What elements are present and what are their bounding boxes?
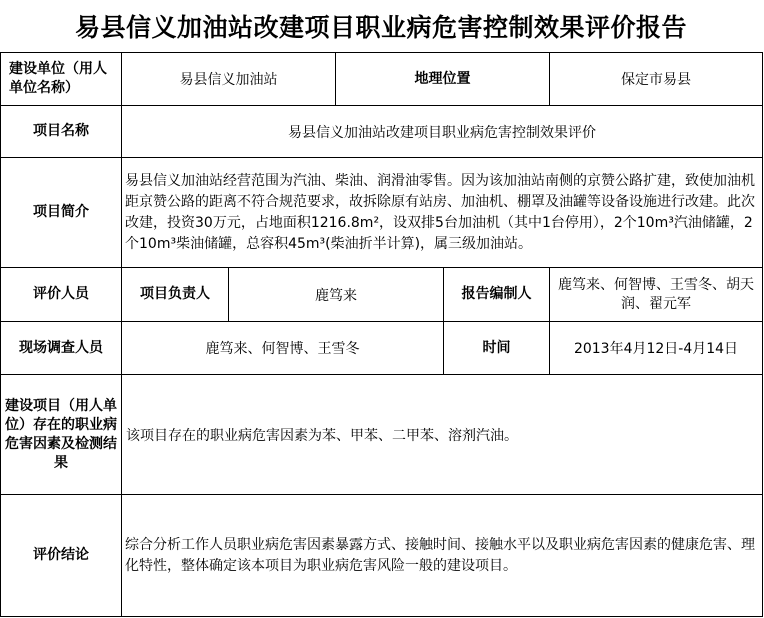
site-survey-label: 现场调查人员: [1, 322, 122, 375]
project-leader-label: 项目负责人: [122, 268, 229, 322]
project-name-value: 易县信义加油站改建项目职业病危害控制效果评价: [122, 106, 763, 158]
report-writer-label: 报告编制人: [444, 268, 550, 322]
row-site-survey: [1, 322, 763, 375]
construction-unit-label: 建设单位（用人单位名称）: [1, 53, 122, 106]
row-conclusion: [1, 495, 763, 617]
survey-time-value: 2013年4月12日-4月14日: [550, 322, 763, 375]
location-value: 保定市易县: [550, 53, 763, 106]
project-leader-value: 鹿笃来: [229, 268, 444, 322]
survey-time-label: 时间: [444, 322, 550, 375]
conclusion-value: 综合分析工作人员职业病危害因素暴露方式、接触时间、接触水平以及职业病危害因素的健康危害、理化特性，整体确定该本项目为职业病危害风险一般的建设项目。: [122, 495, 763, 617]
project-summary-text: 易县信义加油站经营范围为汽油、柴油、润滑油零售。因为该加油站南侧的京赞公路扩建，致使加油机距京赞公路的距离不符合规范要求，故拆除原有站房、加油机、棚罩及油罐等设备设施进行改建。此次改建，投资30万元，占地面积1216.8m²，设双排5台加油机（其中1台停用），2个10m³汽油储罐，2个10m³柴油储罐，总容积45m³(柴油折半计算)，属三级加油站。: [122, 158, 763, 268]
hazard-factors-label: 建设项目（用人单位）存在的职业病危害因素及检测结果: [1, 375, 122, 495]
conclusion-label: 评价结论: [1, 495, 122, 617]
location-label: 地理位置: [336, 53, 550, 106]
report-title: 易县信义加油站改建项目职业病危害控制效果评价报告: [74, 13, 687, 42]
row-project-summary: [1, 158, 763, 268]
site-survey-value: 鹿笃来、何智博、王雪冬: [122, 322, 444, 375]
evaluation-staff-label: 评价人员: [1, 268, 122, 322]
row-evaluation-staff: [1, 268, 763, 322]
row-construction-unit: [1, 53, 763, 106]
row-hazard-factors: [1, 375, 763, 495]
hazard-factors-value: 该项目存在的职业病危害因素为苯、甲苯、二甲苯、溶剂汽油。: [122, 375, 763, 495]
project-name-label: 项目名称: [1, 106, 122, 158]
construction-unit-value: 易县信义加油站: [122, 53, 336, 106]
report-writer-value: 鹿笃来、何智博、王雪冬、胡天润、翟元军: [550, 268, 763, 322]
evaluation-form-table: [0, 52, 763, 617]
project-summary-label: 项目简介: [1, 158, 122, 268]
row-project-name: [1, 106, 763, 158]
